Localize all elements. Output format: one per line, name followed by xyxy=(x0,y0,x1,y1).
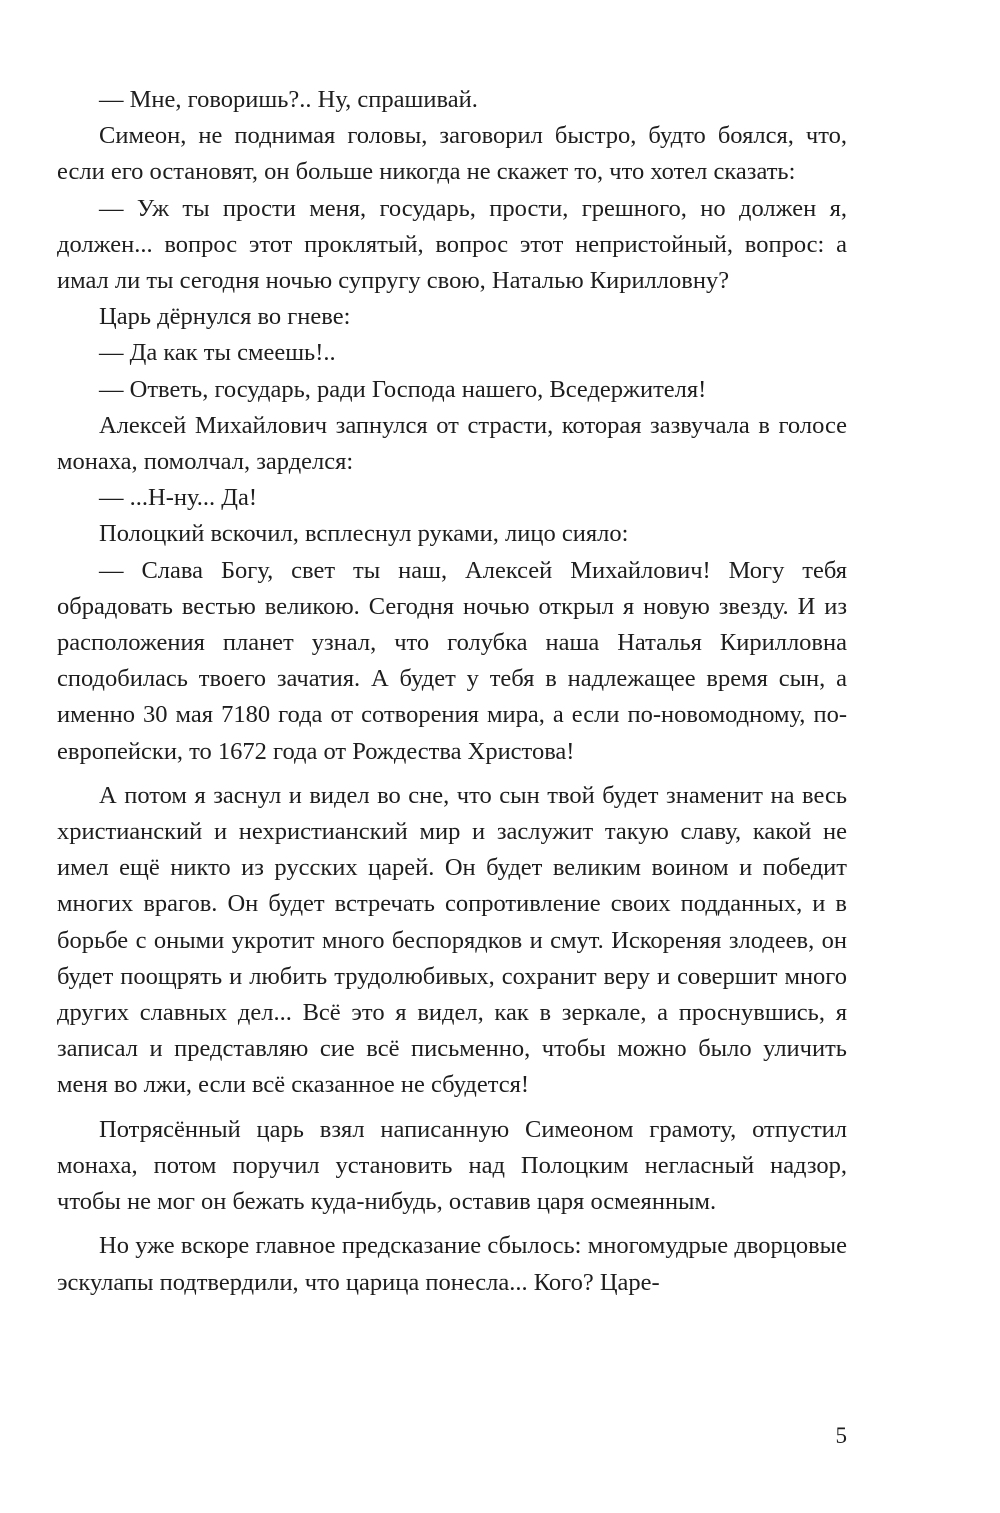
paragraph: А потом я заснул и видел во сне, что сын твой будет знаменит на весь христианский и нехристианский мир и заслужит такую славу, какой не имел ещё никто из русских царей. Он будет великим воином и победит многих врагов. Он будет встречать сопротивление своих подданных, и в борьбе с оными укротит много беспорядков и смут. Искореняя злодеев, он будет поощрять и любить трудолюбивых, сохранит веру и совершит много других славных дел... Всё это я видел, как в зеркале, а проснувшись, я записал и представляю сие всё письменно, чтобы можно было уличить меня во лжи, если всё сказанное не сбудется! xyxy=(57,781,847,1099)
paragraph: Царь дёрнулся во гневе: xyxy=(99,303,351,331)
paragraph: — Мне, говоришь?.. Ну, спрашивай. xyxy=(99,86,478,113)
paragraph: — ...Н-ну... Да! xyxy=(99,484,258,512)
paragraph: Алексей Михайлович запнулся от страсти, которая зазвучала в голосе монаха, помолчал, зарделся: xyxy=(57,411,847,476)
page-body xyxy=(57,82,847,1301)
paragraph: — Уж ты прости меня, государь, прости, грешного, но должен я, должен... вопрос этот проклятый, вопрос этот непристойный, вопрос: а имал ли ты сегодня ночью супругу свою, Наталью Кирилловну? xyxy=(57,194,847,295)
paragraph: — Да как ты смеешь!.. xyxy=(99,339,336,367)
page-number: 5 xyxy=(835,1423,847,1448)
paragraph: Но уже вскоре главное предсказание сбылось: многомудрые дворцовые эскулапы подтвердили, что царица понесла... Кого? Царе- xyxy=(57,1232,847,1296)
paragraph: — Ответь, государь, ради Господа нашего, Вседержителя! xyxy=(99,375,707,403)
paragraph: Потрясённый царь взял написанную Симеоном грамоту, отпустил монаха, потом поручил установить над Полоцким негласный надзор, чтобы не мог он бежать куда-нибудь, оставив царя осмеянным. xyxy=(57,1115,847,1216)
paragraph: Симеон, не поднимая головы, заговорил быстро, будто боялся, что, если его остановят, он больше никогда не скажет то, что хотел сказать: xyxy=(57,122,847,186)
paragraph: Полоцкий вскочил, всплеснул руками, лицо сияло: xyxy=(99,520,629,548)
paragraph: — Слава Богу, свет ты наш, Алексей Михайлович! Могу тебя обрадовать вестью великою. Сегодня ночью открыл я новую звезду. И из расположения планет узнал, что голубка наша Наталья Кирилловна сподобилась твоего зачатия. А будет у тебя в надлежащее время сын, а именно 30 мая 7180 года от сотворения мира, а если по-новомодному, по-европейски, то 1672 года от Рождества Христова! xyxy=(57,556,847,765)
